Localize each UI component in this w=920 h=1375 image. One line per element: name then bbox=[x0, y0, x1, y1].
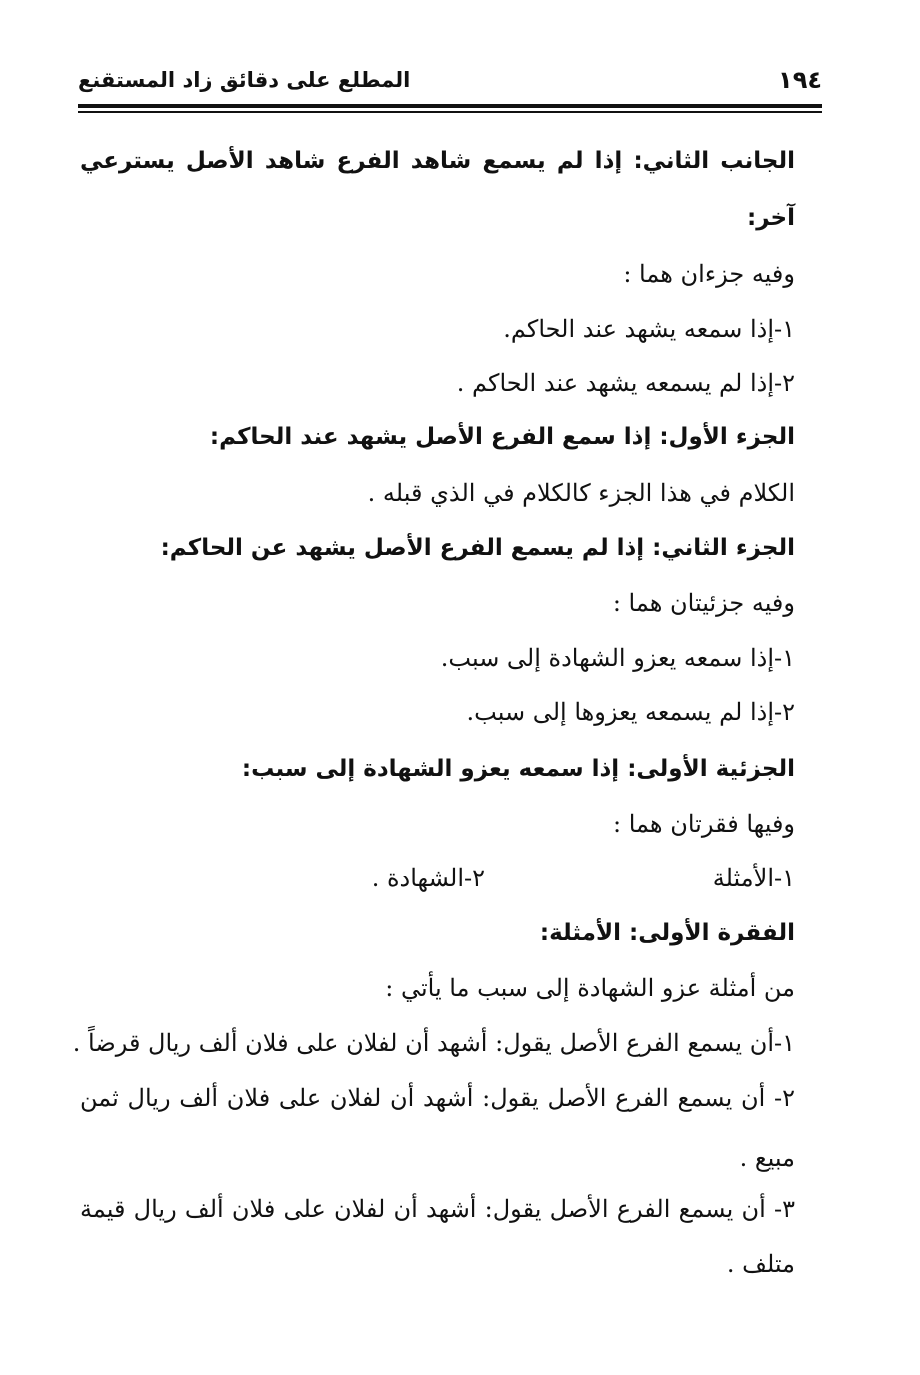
list-item: ١-إذا سمعه يعزو الشهادة إلى سبب. bbox=[440, 644, 795, 672]
header-rule-thick bbox=[78, 104, 822, 108]
list-item: ١-الأمثلة bbox=[712, 864, 795, 892]
heading-second-part: الجزء الثاني: إذا لم يسمع الفرع الأصل يشهد عن الحاكم: bbox=[160, 535, 795, 561]
list-item: ١-إذا سمعه يشهد عند الحاكم. bbox=[503, 315, 795, 343]
heading-second-aspect: الجانب الثاني: إذا لم يسمع شاهد الفرع شاهد الأصل يسترعي bbox=[80, 148, 795, 174]
list-item: ٢-الشهادة . bbox=[371, 864, 485, 892]
text-line: وفيها فقرتان هما : bbox=[613, 810, 795, 838]
text-line: من أمثلة عزو الشهادة إلى سبب ما يأتي : bbox=[385, 974, 795, 1002]
book-title: المطلع على دقائق زاد المستقنع bbox=[78, 68, 411, 92]
example-continuation: متلف . bbox=[726, 1250, 795, 1278]
list-item: ٢-إذا لم يسمعه يعزوها إلى سبب. bbox=[466, 698, 795, 726]
example-item: ٢- أن يسمع الفرع الأصل يقول: أشهد أن لفلان على فلان ألف ريال ثمن bbox=[80, 1084, 795, 1112]
text-line: وفيه جزءان هما : bbox=[623, 260, 795, 288]
list-item: ٢-إذا لم يسمعه يشهد عند الحاكم . bbox=[456, 369, 795, 397]
example-item: ١-أن يسمع الفرع الأصل يقول: أشهد أن لفلان على فلان ألف ريال قرضاً . bbox=[72, 1029, 795, 1057]
page-header bbox=[78, 62, 822, 102]
header-rule-thin bbox=[78, 111, 822, 113]
text-line: وفيه جزئيتان هما : bbox=[612, 589, 795, 617]
heading-first-paragraph: الفقرة الأولى: الأمثلة: bbox=[539, 920, 795, 946]
example-item: ٣- أن يسمع الفرع الأصل يقول: أشهد أن لفلان على فلان ألف ريال قيمة bbox=[80, 1195, 795, 1223]
heading-continuation: آخر: bbox=[747, 205, 795, 231]
example-continuation: مبيع . bbox=[739, 1144, 795, 1172]
heading-first-part: الجزء الأول: إذا سمع الفرع الأصل يشهد عند الحاكم: bbox=[209, 424, 795, 450]
page-number: ١٩٤ bbox=[778, 66, 822, 94]
text-line: الكلام في هذا الجزء كالكلام في الذي قبله . bbox=[367, 479, 795, 507]
heading-first-subpart: الجزئية الأولى: إذا سمعه يعزو الشهادة إلى سبب: bbox=[241, 756, 795, 782]
